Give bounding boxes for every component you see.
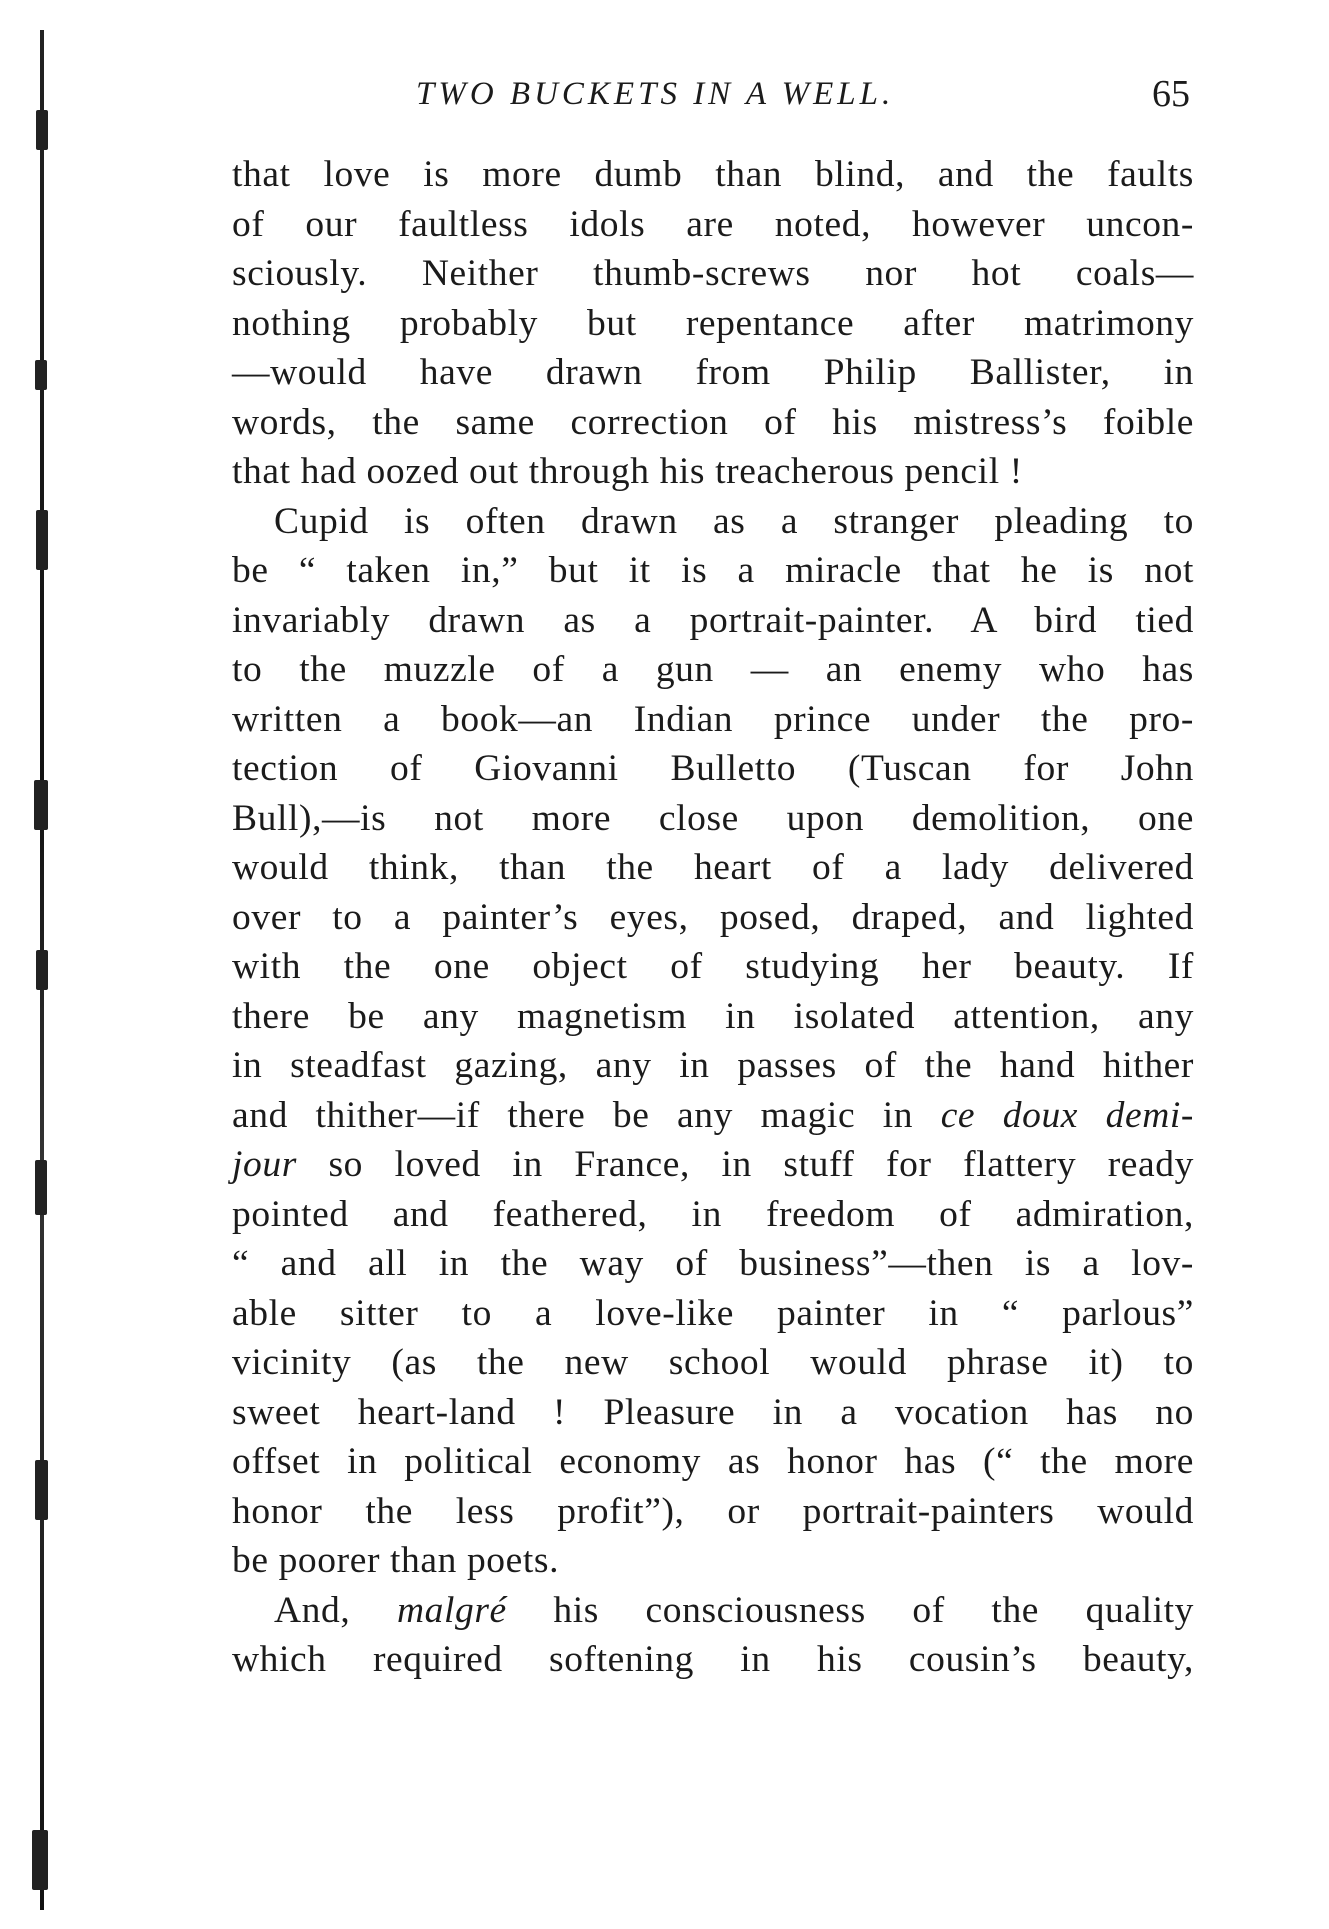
text-line: to the muzzle of a gun — an enemy who has [232, 649, 1194, 690]
italic-phrase: malgré [396, 1589, 507, 1631]
text-line: —would have drawn from Philip Ballister, in [232, 352, 1194, 393]
text-line: be “ taken in,” but it is a miracle that he is not [232, 550, 1194, 591]
text-line: words, the same correction of his mistress’s foible [232, 401, 1194, 443]
text-line: that had oozed out through his treacherous pencil ! [232, 451, 1023, 492]
text-segment: and thither—if there be any magic in [232, 1094, 941, 1136]
text-line: Bull),—is not more close upon demolition, one [232, 797, 1194, 839]
text-line [232, 1091, 1194, 1141]
text-line: able sitter to a love-like painter in “ parlous” [232, 1292, 1194, 1334]
paragraph-start-line: Cupid is often drawn as a stranger pleading to [274, 500, 1194, 542]
text-line: sciously. Neither thumb-screws nor hot coals— [232, 253, 1194, 294]
text-line: be poorer than poets. [232, 1540, 560, 1581]
text-line [232, 1140, 1194, 1190]
text-line: written a book—an Indian prince under the pro- [232, 698, 1194, 740]
text-line: over to a painter’s eyes, posed, draped, and lighted [232, 896, 1194, 938]
text-line: which required softening in his cousin’s beauty, [232, 1639, 1194, 1680]
text-line: tection of Giovanni Bulletto (Tuscan for John [232, 748, 1194, 789]
italic-phrase: ce doux demi- [940, 1094, 1194, 1136]
page-number: 65 [1152, 73, 1190, 115]
text-line: vicinity (as the new school would phrase it) to [232, 1342, 1194, 1383]
text-line: with the one object of studying her beauty. If [232, 946, 1194, 987]
text-line: there be any magnetism in isolated attention, any [232, 995, 1194, 1037]
text-line: that love is more dumb than blind, and the faults [232, 154, 1194, 195]
page-header [236, 73, 1190, 126]
scan-speck [35, 1160, 47, 1215]
text-line: sweet heart-land ! Pleasure in a vocation has no [232, 1391, 1194, 1433]
running-title: TWO BUCKETS IN A WELL. [416, 76, 895, 112]
scan-speck [35, 1460, 48, 1520]
text-line: “ and all in the way of business”—then is a lov- [232, 1243, 1194, 1284]
scan-speck [35, 360, 47, 390]
text-line: pointed and feathered, in freedom of admiration, [232, 1193, 1194, 1235]
scan-speck [32, 1830, 48, 1890]
body-text [232, 150, 1194, 1685]
text-line: would think, than the heart of a lady delivered [232, 847, 1194, 888]
italic-phrase: jour [232, 1144, 297, 1185]
text-line: honor the less profit”), or portrait-painters would [232, 1490, 1194, 1532]
scan-speck [36, 950, 48, 990]
text-segment: so loved in France, in stuff for flattery ready [296, 1144, 1194, 1185]
scan-speck [34, 780, 48, 830]
text-line: of our faultless idols are noted, however uncon- [232, 203, 1194, 245]
binding-edge [32, 30, 46, 1910]
text-segment: And, [274, 1589, 397, 1631]
text-line: invariably drawn as a portrait-painter. A bird tied [232, 599, 1194, 641]
scan-speck [36, 110, 48, 150]
scan-speck [36, 510, 48, 570]
text-line: offset in political economy as honor has (“ the more [232, 1441, 1194, 1482]
paragraph-start-line [232, 1586, 1194, 1636]
text-segment: his consciousness of the quality [506, 1589, 1194, 1631]
text-line: nothing probably but repentance after matrimony [232, 302, 1194, 344]
text-line: in steadfast gazing, any in passes of the hand hither [232, 1045, 1194, 1086]
